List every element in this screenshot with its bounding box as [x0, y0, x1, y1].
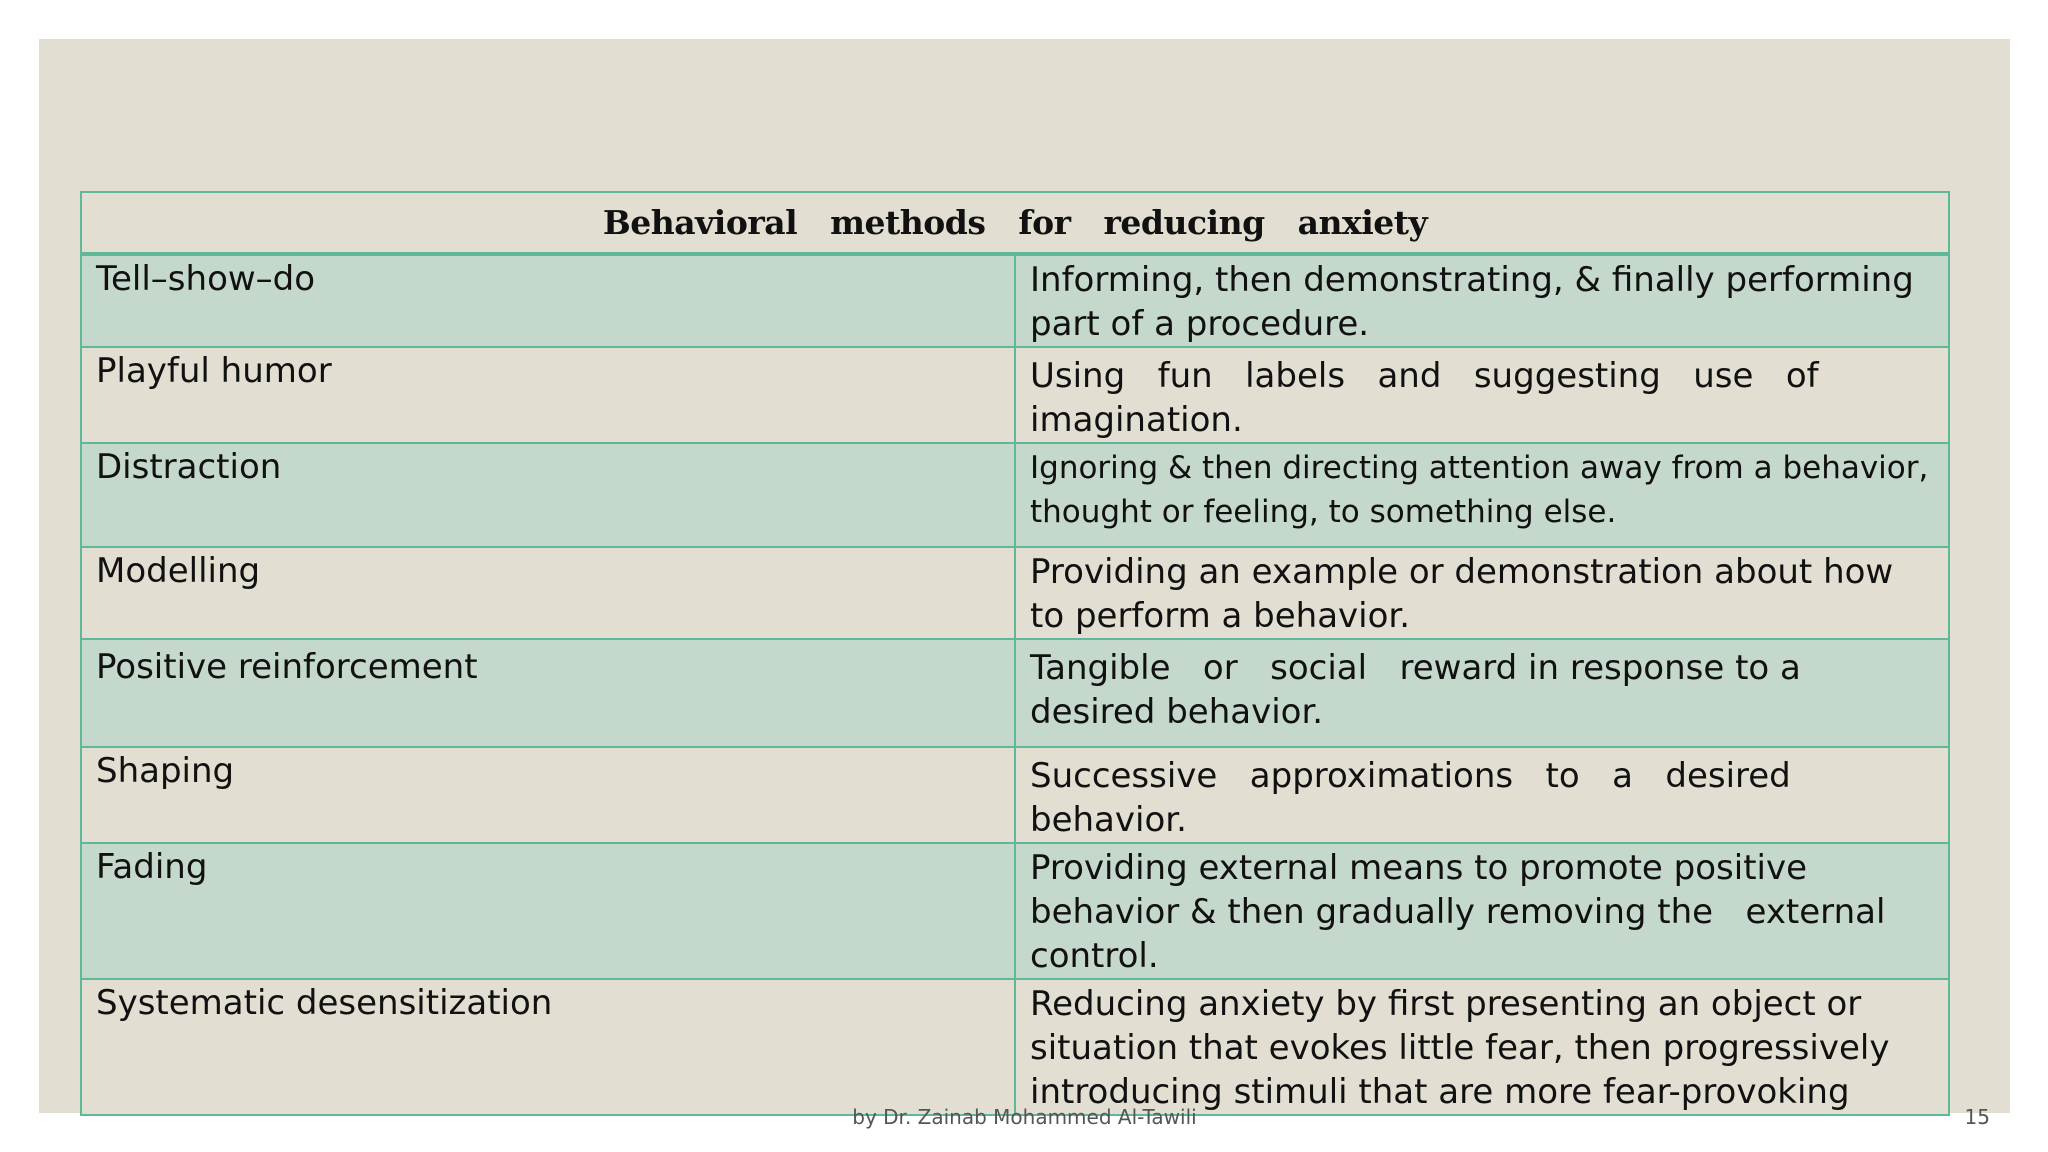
term-cell: Fading: [81, 843, 1015, 979]
term-cell: Distraction: [81, 443, 1015, 547]
term-cell: Playful humor: [81, 347, 1015, 443]
table-row: [81, 979, 1949, 1115]
table-row: [81, 747, 1949, 843]
table-row: [81, 639, 1949, 747]
term-cell: Positive reinforcement: [81, 639, 1015, 747]
term-cell: Shaping: [81, 747, 1015, 843]
table-row: [81, 254, 1949, 347]
table-row: [81, 843, 1949, 979]
term-cell: Modelling: [81, 547, 1015, 639]
footer-author: by Dr. Zainab Mohammed Al-Tawili: [852, 1105, 1197, 1129]
behavioral-methods-table: [80, 191, 1950, 1116]
page-number: 15: [1964, 1105, 1990, 1129]
table-row: [81, 347, 1949, 443]
term-cell: Tell–show–do: [81, 254, 1015, 347]
description-cell: Informing, then demonstrating, & finally performing part of a procedure.: [1015, 254, 1949, 347]
table-row: [81, 443, 1949, 547]
table-title: Behavioral methods for reducing anxiety: [81, 192, 1949, 254]
description-cell: Ignoring & then directing attention away from a behavior, thought or feeling, to something else.: [1015, 443, 1949, 547]
description-cell: Providing an example or demonstration about how to perform a behavior.: [1015, 547, 1949, 639]
description-cell: Successive approximations to a desired behavior.: [1015, 747, 1949, 843]
term-cell: Systematic desensitization: [81, 979, 1015, 1115]
description-cell: Reducing anxiety by first presenting an object or situation that evokes little fear, then progressively introducing stimuli that are more fear-provoking: [1015, 979, 1949, 1115]
slide: [39, 39, 2010, 1129]
description-cell: Providing external means to promote positive behavior & then gradually removing the external control.: [1015, 843, 1949, 979]
table-row: [81, 547, 1949, 639]
description-cell: Using fun labels and suggesting use of imagination.: [1015, 347, 1949, 443]
description-cell: Tangible or social reward in response to a desired behavior.: [1015, 639, 1949, 747]
table-header-row: [81, 192, 1949, 254]
